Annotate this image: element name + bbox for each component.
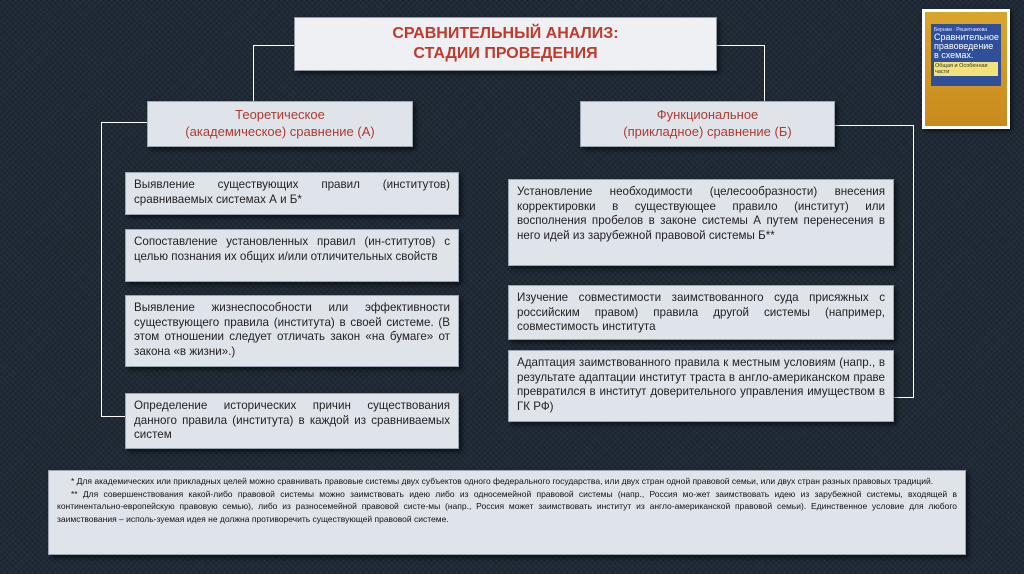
right-heading-line1: Функциональное xyxy=(656,107,759,122)
connector-left-bottom-h xyxy=(101,416,125,417)
left-item-4: Определение исторических причин существования данного правила (института) в каждой из сравниваемых систем xyxy=(125,393,459,449)
right-item-1: Установление необходимости (целесообразности) внесения корректировки в существующее правило (институт) или восполнения пробелов в законе системы А путем перенесения в него идей из зарубежной правовой системы Б** xyxy=(508,179,894,266)
book-title: Сравнительное правоведение в схемах. xyxy=(934,32,999,60)
connector-left-bracket-v xyxy=(101,122,102,416)
left-heading-line2: (академическое) сравнение (А) xyxy=(185,124,375,139)
connector-title-left-v xyxy=(253,45,254,101)
left-heading-line1: Теоретическое xyxy=(235,107,325,122)
right-item-3: Адаптация заимствованного правила к местным условиям (напр., в результате адаптации институт траста в англо-американском праве превратился в институт доверительного управления имуществом в ГК РФ) xyxy=(508,350,894,422)
right-item-2: Изучение совместимости заимствованного суда присяжных с российским правом) правила другой системы (например, совместимость института xyxy=(508,285,894,340)
right-heading-line2: (прикладное) сравнение (Б) xyxy=(623,124,792,139)
left-heading xyxy=(147,101,413,147)
connector-title-left-h xyxy=(253,45,295,46)
book-cover-image xyxy=(922,9,1010,129)
footnote-1: * Для академических или прикладных целей можно сравнивать правовые системы двух субъектов одного федерального государства, или двух стран одной правовой семьи, или двух стран разных правовых традиций. xyxy=(71,476,934,486)
book-subtitle: Общая и Особенная части xyxy=(934,62,998,76)
footnote-2: ** Для совершенствования какой-либо правовой системы можно заимствовать идею либо из односемейной правовой системы (напр., Россия мо-жет заимствовать идею из зарубежной системы, входящей в континентально-европейскую правовую семью), либо из разносемейной правовой систе-мы (напр., Россия может заимствовать институт из англо-американской правовой семьи). Единственное условие для любого заимствования – исполь-зуемая идея не должна противоречить существующей правовой системе. xyxy=(57,488,957,524)
book-cover-inner xyxy=(925,12,1007,126)
page-title xyxy=(294,17,717,71)
connector-left-bracket-h xyxy=(101,122,148,123)
right-heading xyxy=(580,101,835,147)
connector-right-bracket-h xyxy=(835,125,913,126)
connector-right-bracket-v xyxy=(913,125,914,397)
connector-title-right-v xyxy=(764,45,765,101)
footnotes-box xyxy=(48,470,966,555)
book-cover-band xyxy=(931,24,1001,86)
connector-title-right-h xyxy=(717,45,764,46)
connector-right-bottom-h xyxy=(894,397,914,398)
left-item-1: Выявление существующих правил (институтов) сравниваемых системах А и Б* xyxy=(125,172,459,215)
book-author: Бернам · Решетникова xyxy=(934,27,988,33)
left-item-3: Выявление жизнеспособности или эффективности существующего правила (института) в своей системе. (В этом отношении следует отличать закон «на бумаге» от закона «в жизни».) xyxy=(125,295,459,367)
page-title-line1: СРАВНИТЕЛЬНЫЙ АНАЛИЗ: xyxy=(392,25,619,42)
page-title-line2: СТАДИИ ПРОВЕДЕНИЯ xyxy=(413,45,598,62)
left-item-2: Сопоставление установленных правил (ин-ститутов) с целью познания их общих и/или отличительных свойств xyxy=(125,229,459,282)
